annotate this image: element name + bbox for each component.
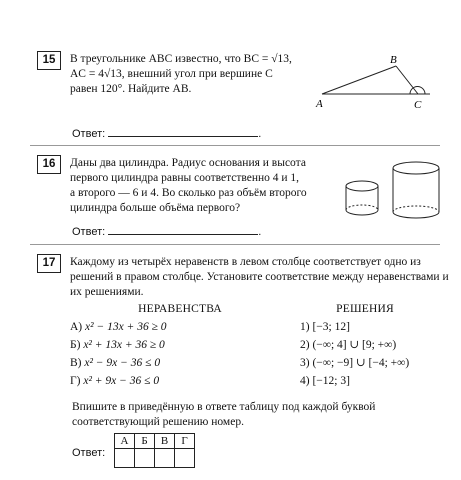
solution-label: 1) [300,321,310,333]
answer-table-header: Б [135,434,155,449]
solution-expr: [−12; 3] [312,375,350,387]
answer-cell-b[interactable] [135,449,155,468]
instruction-line-1: Впишите в приведённую в ответе таблицу под каждой буквой [72,401,376,413]
solution-row-3 [300,354,450,372]
inequality-expr: x² + 9x − 36 ≤ 0 [83,375,160,387]
task16-answer-row: Ответ: . [72,226,262,238]
answer-table-input-row [115,449,195,468]
task15-line-3: равен 120°. Найдите AB. [70,83,192,95]
task17-answer-label: Ответ: [72,447,106,459]
divider-1 [30,145,440,146]
answer-table [114,433,195,468]
inequality-expr: x² + 13x + 36 ≥ 0 [83,339,165,351]
solutions-list [300,318,450,390]
inequality-row-a [70,318,250,336]
vertex-label-a: A [316,98,323,110]
answer-cell-a[interactable] [115,449,135,468]
solution-row-4 [300,372,450,390]
task16-line-3: а второго — 6 и 4. Во сколько раз объём второго [70,187,307,199]
task16-line-1: Даны два цилиндра. Радиус основания и высота [70,157,306,169]
vertex-label-b: B [390,54,397,66]
answer-table-header: Г [175,434,195,449]
solution-label: 2) [300,339,310,351]
task16-text [70,156,342,216]
answer-table-header-row [115,434,195,449]
task15-text [70,52,310,97]
answer-cell-v[interactable] [155,449,175,468]
task-number-17: 17 [37,254,61,273]
inequality-label: В) [70,357,82,369]
instruction-line-2: соответствующий решению номер. [72,416,244,428]
task17-instruction [72,400,444,430]
solution-row-1 [300,318,450,336]
inequality-label: Г) [70,375,81,387]
answer-table-header: А [115,434,135,449]
inequalities-list [70,318,250,390]
task15-answer-line[interactable] [108,126,258,137]
task16-line-4: цилиндра больше объёма первого? [70,202,241,214]
task17-line-3: их решениями. [70,286,144,298]
task15-answer-label: Ответ: [72,128,106,140]
task17-text [70,255,450,300]
cylinders-figure [340,156,450,222]
task17-line-2: решений в правом столбце. Установите соответствие между неравенствами и [70,271,449,283]
solution-row-2 [300,336,450,354]
task16-answer-label: Ответ: [72,226,106,238]
solution-expr: (−∞; −9] ∪ [−4; +∞) [312,357,410,369]
inequality-row-g [70,372,250,390]
inequality-row-v [70,354,250,372]
task16-line-2: первого цилиндра равны соответственно 4 и 1, [70,172,300,184]
triangle-figure [310,52,440,112]
solution-expr: [−3; 12] [312,321,350,333]
task15-line-2: AC = 4√13, внешний угол при вершине C [70,68,273,80]
inequality-row-b [70,336,250,354]
divider-2 [30,244,440,245]
inequality-expr: x² − 13x + 36 ≥ 0 [85,321,167,333]
inequality-label: А) [70,321,83,333]
task16-answer-line[interactable] [108,224,258,235]
task15-line-1: В треугольнике ABC известно, что BC = √13, [70,53,292,65]
task15-answer-row: Ответ: . [72,128,262,140]
solution-label: 3) [300,357,310,369]
solution-label: 4) [300,375,310,387]
large-cylinder [393,162,439,218]
solutions-header: РЕШЕНИЯ [336,303,394,315]
inequality-expr: x² − 9x − 36 ≤ 0 [84,357,161,369]
vertex-label-c: C [414,99,422,111]
task17-line-1: Каждому из четырёх неравенств в левом столбце соответствует одно из [70,256,421,268]
inequality-label: Б) [70,339,81,351]
answer-cell-g[interactable] [175,449,195,468]
task-number-16: 16 [37,155,61,174]
small-cylinder [346,181,378,215]
solution-expr: (−∞; 4] ∪ [9; +∞) [312,339,397,351]
inequalities-header: НЕРАВЕНСТВА [138,303,222,315]
answer-table-header: В [155,434,175,449]
task-number-15: 15 [37,51,61,70]
